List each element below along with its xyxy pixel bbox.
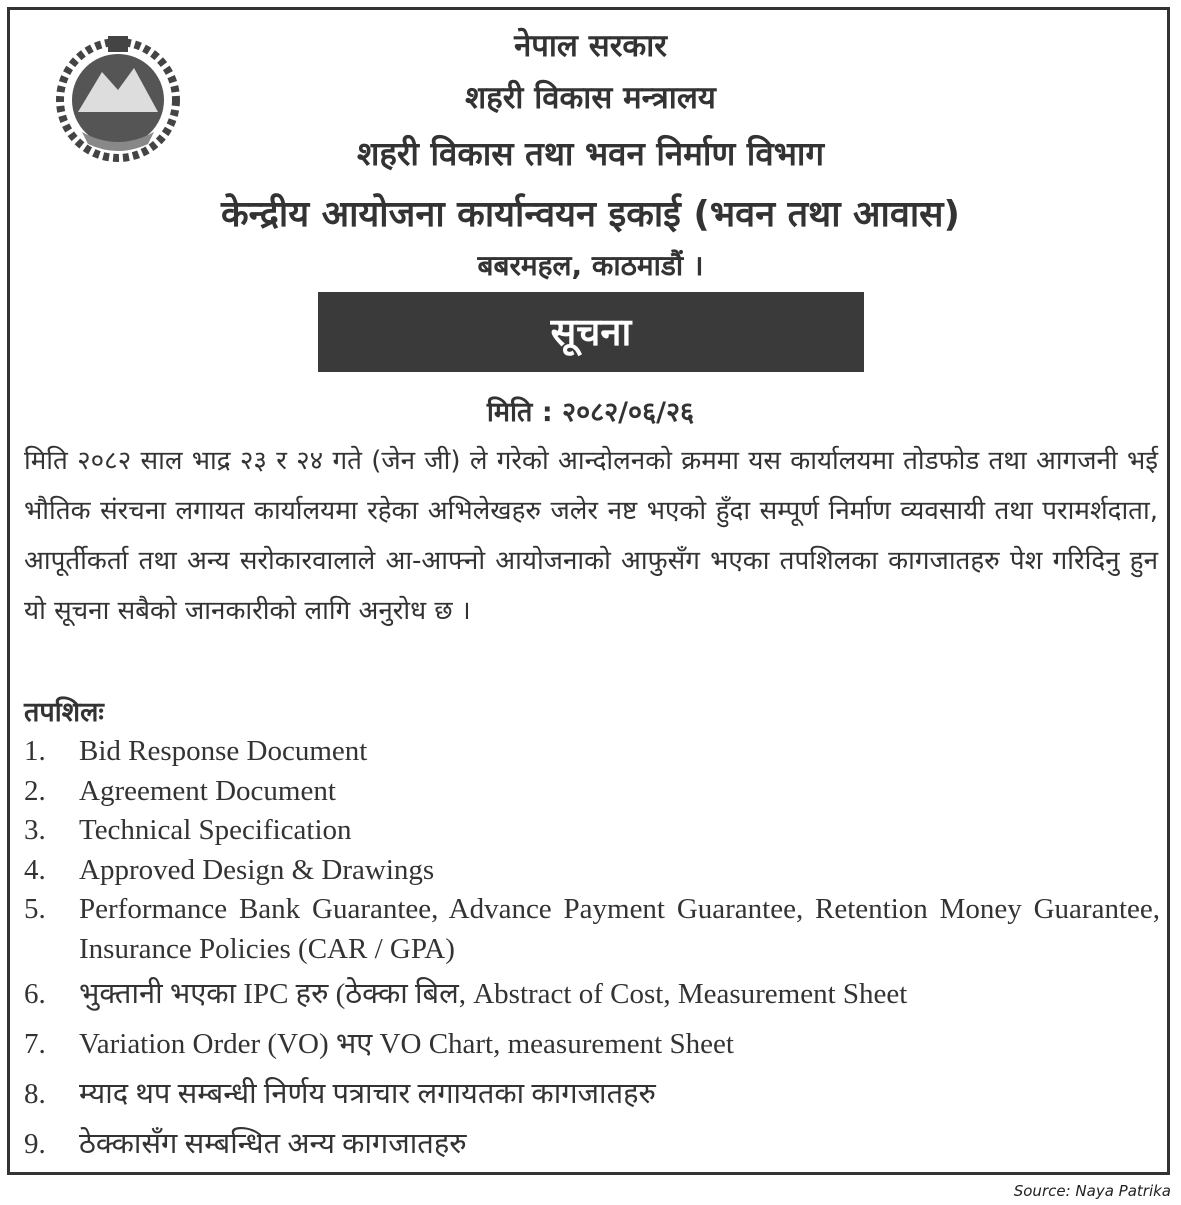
notice-body: मिति २०८२ साल भाद्र २३ र २४ गते (जेन जी) ले गरेको आन्दोलनको क्रममा यस कार्यालयमा तोडफोड तथा आगजनी भई भौतिक संरचना लगायत कार्यालयमा रहेका अभिलेखहरु जलेर नष्ट भएको हुँदा सम्पूर्ण निर्माण व्यवसायी तथा परामर्शदाता, आपूर्तीकर्ता तथा अन्य सरोकारवालाले आ-आफ्नो आयोजनाको आफुसँग भएका तपशिलका कागजातहरु पेश गरिदिनु हुन यो सूचना सबैको जानकारीको लागि अनुरोध छ । xyxy=(24,446,1158,626)
item-text: Technical Specification xyxy=(79,814,352,846)
notice-title: सूचना xyxy=(318,292,864,372)
item-text: Agreement Document xyxy=(79,774,336,807)
item-number: 7. xyxy=(24,1028,46,1060)
item-number: 5. xyxy=(24,893,46,925)
item-text: Variation Order (VO) भए VO Chart, measurement Sheet xyxy=(79,1028,734,1060)
list-item xyxy=(24,732,1160,772)
header-address: बबरमहल, काठमाडौं । xyxy=(477,249,704,282)
list-item xyxy=(24,890,1160,969)
item-number: 9. xyxy=(24,1128,46,1160)
item-text: म्याद थप सम्बन्धी निर्णय पत्राचार लगायतका कागजातहरु xyxy=(79,1078,656,1110)
header-unit: केन्द्रीय आयोजना कार्यान्वयन इकाई (भवन तथा आवास) xyxy=(221,194,960,235)
header-ministry: शहरी विकास मन्त्रालय xyxy=(465,80,716,116)
item-number: 8. xyxy=(24,1078,46,1110)
list-item xyxy=(24,1119,1160,1169)
item-number: 2. xyxy=(24,774,46,807)
item-text: Performance Bank Guarantee, Advance Payment Guarantee, Retention Money Guarantee, Insurance Policies (CAR / GPA) xyxy=(79,893,1160,965)
list-item xyxy=(24,1069,1160,1119)
list-item xyxy=(24,811,1160,851)
header-government: नेपाल सरकार xyxy=(514,28,667,64)
item-number: 4. xyxy=(24,853,46,886)
list-item xyxy=(24,1019,1160,1069)
item-text: Approved Design & Drawings xyxy=(79,853,435,886)
list-item xyxy=(24,851,1160,891)
item-number: 6. xyxy=(24,978,46,1010)
item-number: 3. xyxy=(24,814,46,846)
item-text: भुक्तानी भएका IPC हरु (ठेक्का बिल, Abstract of Cost, Measurement Sheet xyxy=(79,978,908,1010)
notice-date: मिति : २०८२/०६/२६ xyxy=(486,397,695,428)
item-number: 1. xyxy=(24,735,46,767)
document-list xyxy=(24,732,1160,1169)
list-item xyxy=(24,969,1160,1019)
item-text: Bid Response Document xyxy=(79,735,368,767)
list-item xyxy=(24,772,1160,812)
schedule-heading: तपशिलः xyxy=(24,697,104,728)
header-department: शहरी विकास तथा भवन निर्माण विभाग xyxy=(356,134,825,173)
item-text: ठेक्कासँग सम्बन्धित अन्य कागजातहरु xyxy=(79,1128,467,1160)
source-credit: Source: Naya Patrika xyxy=(1013,1182,1171,1200)
